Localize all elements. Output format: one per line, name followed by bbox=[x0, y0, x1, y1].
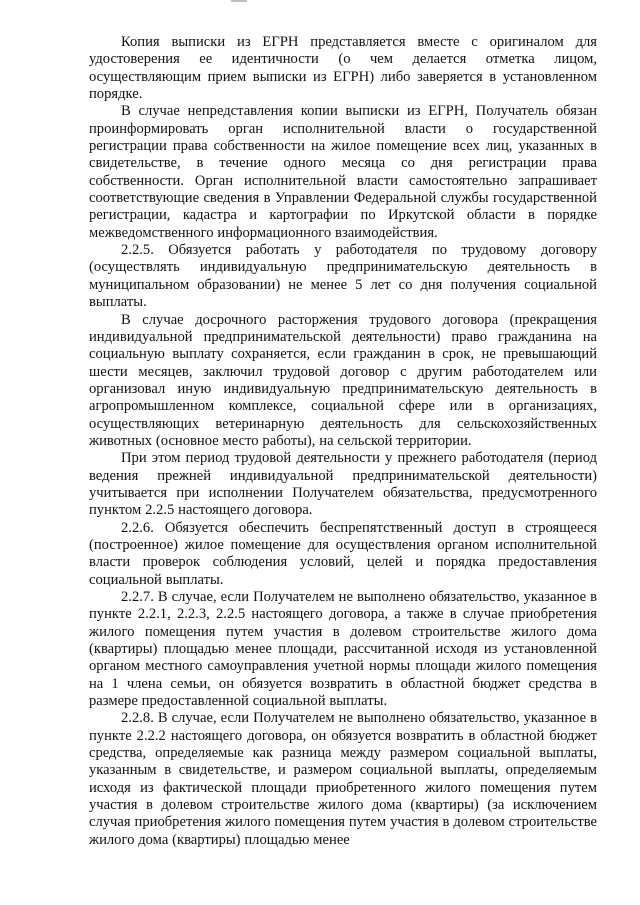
scan-mark bbox=[231, 0, 247, 2]
document-body bbox=[89, 34, 597, 849]
paragraph-egrn-missing: В случае непредставления копии выписки из ЕГРН, Получатель обязан проинформировать орган исполнительной власти о государственной регистрации права собственности на жилое помещение всех лиц, указанных в свидетельстве, в течение одного месяца со дня регистрации права собственности. Орган исполнительной власти самостоятельно запрашивает соответствующие сведения в Управлении Федеральной службы государственной регистрации, кадастра и картографии по Иркутской области в порядке межведомственного информационного взаимодействия. bbox=[89, 103, 597, 241]
paragraph-early-termination: В случае досрочного расторжения трудового договора (прекращения индивидуальной предпринимательской деятельности) право гражданина на социальную выплату сохраняется, если гражданин в срок, не превышающий шести месяцев, заключил трудовой договор с другим работодателем или организовал иную индивидуальную предпринимательскую деятельность в агропромышленном комплексе, социальной сфере или в организациях, осуществляющих ветеринарную деятельность для сельскохозяйственных животных (основное место работы), на сельской территории. bbox=[89, 311, 597, 449]
paragraph-egrn-copy: Копия выписки из ЕГРН представляется вместе с оригиналом для удостоверения ее идентичности (о чем делается отметка лицом, осуществляющим прием выписки из ЕГРН) либо заверяется в установленном порядке. bbox=[89, 34, 597, 103]
clause-2-2-5: 2.2.5. Обязуется работать у работодателя по трудовому договору (осуществлять индивидуальную предпринимательскую деятельность в муниципальном образовании) не менее 5 лет со дня получения социальной выплаты. bbox=[89, 242, 597, 311]
clause-2-2-6: 2.2.6. Обязуется обеспечить беспрепятственный доступ в строящееся (построенное) жилое помещение для осуществления органом исполнительной власти проверок соблюдения условий, целей и порядка предоставления социальной выплаты. bbox=[89, 519, 597, 588]
clause-2-2-7: 2.2.7. В случае, если Получателем не выполнено обязательство, указанное в пункте 2.2.1, 2.2.3, 2.2.5 настоящего договора, а также в случае приобретения жилого помещения путем участия в долевом строительстве жилого дома (квартиры) площадью менее площади, рассчитанной исходя из установленной органом местного самоуправления учетной нормы площади жилого помещения на 1 члена семьи, он обязуется возвратить в областной бюджет средства в размере предоставленной социальной выплаты. bbox=[89, 589, 597, 710]
paragraph-work-period: При этом период трудовой деятельности у прежнего работодателя (период ведения прежней индивидуальной предпринимательской деятельности) учитывается при исполнении Получателем обязательства, предусмотренного пунктом 2.2.5 настоящего договора. bbox=[89, 450, 597, 519]
clause-2-2-8: 2.2.8. В случае, если Получателем не выполнено обязательство, указанное в пункте 2.2.2 настоящего договора, он обязуется возвратить в областной бюджет средства, определяемые как разница между размером социальной выплаты, указанным в свидетельстве, и размером социальной выплаты, определяемым исходя из фактической площади приобретенного жилого помещения путем участия в долевом строительстве жилого дома (квартиры) (за исключением случая приобретения жилого помещения путем участия в долевом строительстве жилого дома (квартиры) площадью менее bbox=[89, 710, 597, 848]
